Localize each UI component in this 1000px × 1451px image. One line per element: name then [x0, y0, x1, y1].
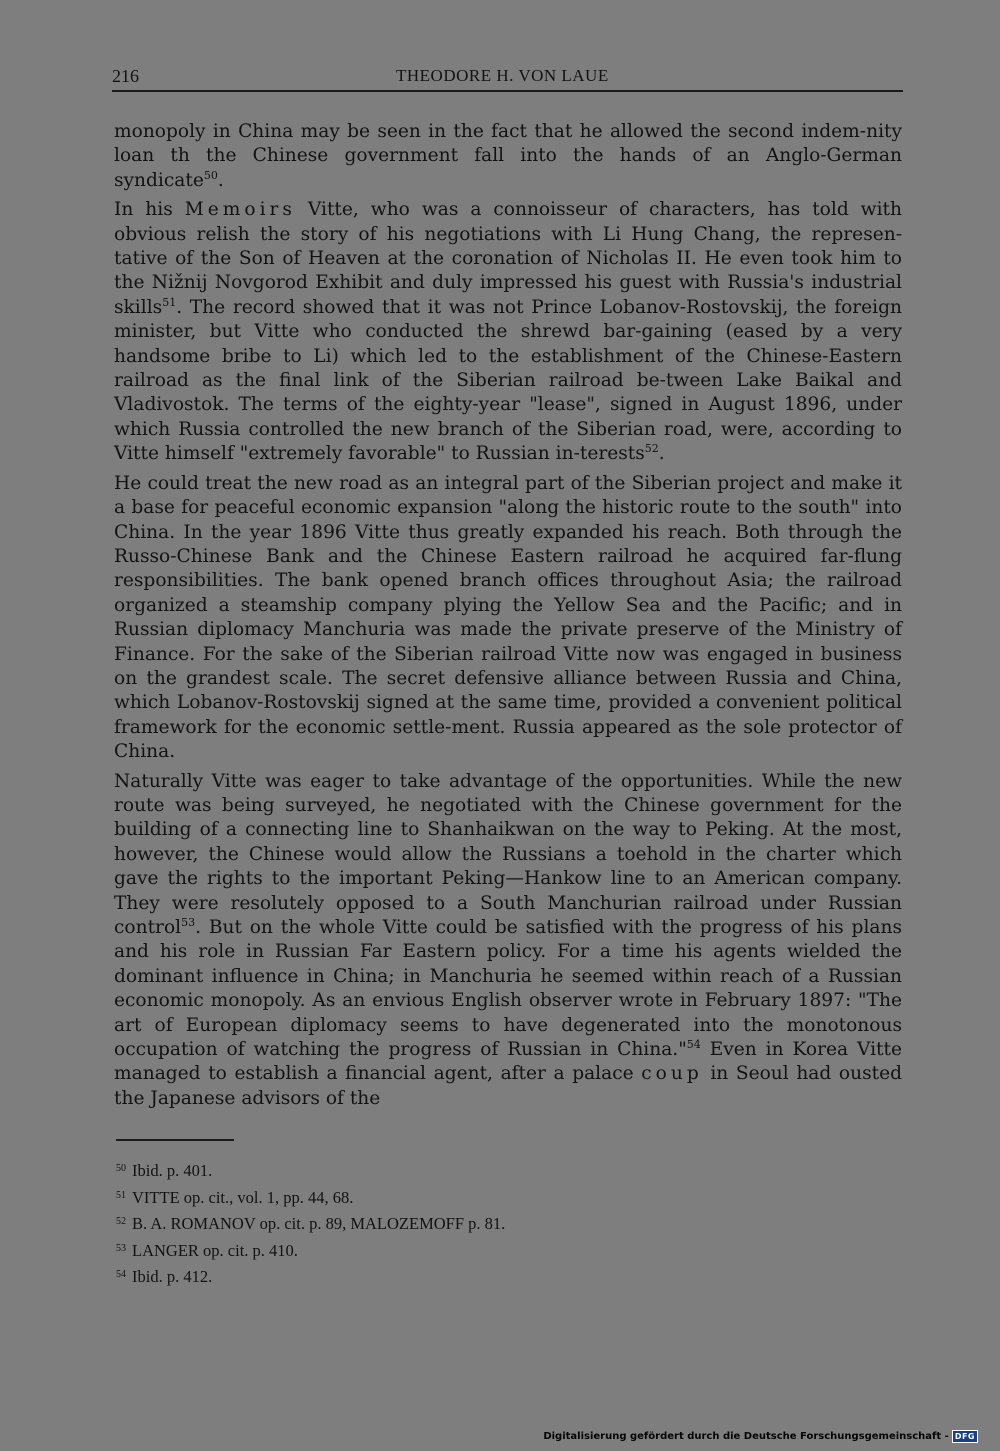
paragraph [114, 770, 902, 1112]
paragraph [114, 120, 902, 193]
running-title: THEODORE H. VON LAUE [396, 66, 609, 85]
text-run: In his [114, 199, 185, 221]
text-run: . [658, 443, 665, 465]
footnote [116, 1263, 816, 1290]
spaced-emphasis: Memoirs [184, 199, 296, 221]
text-run: in Seoul had ousted the Japanese advisors of the [114, 1063, 902, 1109]
page-header [112, 66, 903, 90]
text-run: Naturally Vitte was eager to take advantage of the opportunities. While the new route was being surveyed, he negotiated with the Chinese government for the building of a connecting line to Shanhaikwan on the way to Peking. At the most, however, the Chinese would allow the Russians a toehold in the charter which gave the rights to the important Peking—Hankow line to an American company. They were resolutely opposed to a South Manchurian railroad under Russian control [114, 770, 902, 938]
footnote [116, 1237, 816, 1264]
credit-text: Digitalisierung gefördert durch die Deutsche Forschungsgemeinschaft - [543, 1431, 949, 1442]
footnote-reference: 53 [181, 916, 196, 929]
footnote-reference: 51 [162, 295, 177, 309]
footnote-reference: 52 [644, 442, 659, 456]
footnote-text: B. A. ROMANOV op. cit. p. 89, MALOZEMOFF p. 81. [132, 1214, 506, 1233]
digitization-credit [543, 1430, 978, 1443]
footnote-rule [116, 1139, 234, 1141]
footnote-number: 51 [116, 1189, 126, 1201]
paragraph [114, 198, 902, 466]
footnote-text: Ibid. p. 401. [132, 1161, 213, 1180]
text-run: Vitte, who was a connoisseur of characters, has told with obvious relish the story of his negotiations with Li Hung Chang, the represen-tative of the Son of Heaven at the coronation of Nicholas II. He even took him to the Nižnij Novgorod Exhibit and duly impressed his guest with Russia's industrial skills [114, 199, 902, 318]
text-run: He could treat the new road as an integral part of the Siberian project and make it a base for peaceful economic expansion "along the historic route to the south" into China. In the year 1896 Vitte thus greatly expanded his reach. Both through the Russo-Chinese Bank and the Chinese Eastern railroad he acquired far-flung responsibilities. The bank opened branch offices throughout Asia; the railroad organized a steamship company plying the Yellow Sea and the Pacific; and in Russian diplomacy Manchuria was made the private preserve of the Ministry of Finance. For the sake of the Siberian railroad Vitte now was engaged in business on the grandest scale. The secret defensive alliance between Russia and China, which Lobanov-Rostovskij signed at the same time, provided a convenient political framework for the economic settle-ment. Russia appeared as the sole protector of China. [114, 472, 902, 763]
text-run: . But on the whole Vitte could be satisfied with the progress of his plans and his role in Russian Far Eastern policy. For a time his agents wielded the dominant influence in China; in Manchuria he seemed within reach of a Russian economic monopoly. As an envious English observer wrote in February 1897: "The art of European diplomacy seems to have degenerated into the monotonous occupation of watching the progress of Russian in China." [114, 917, 902, 1061]
footnote [116, 1184, 816, 1211]
footnote-text: VITTE op. cit., vol. 1, pp. 44, 68. [132, 1187, 354, 1207]
text-run: . [217, 169, 224, 191]
text-run: . The record showed that it was not Prince Lobanov-Rostovskij, the foreign minister, but Vitte who conducted the shrewd bar-gaining (eased by a very handsome bribe to Li) which led to the establishment of the Chinese-Eastern railroad as the final link of the Siberian railroad be-tween Lake Baikal and Vladivostok. The terms of the eighty-year "lease", signed in August 1896, under which Russia controlled the new branch of the Siberian road, were, according to Vitte himself "extremely favorable" to Russian in-terests [114, 296, 902, 465]
dfg-logo: DFG [952, 1430, 978, 1443]
footnote-reference: 54 [686, 1038, 701, 1052]
footnote-reference: 50 [203, 168, 218, 182]
footnote [116, 1210, 816, 1237]
footnote-number: 54 [116, 1269, 126, 1280]
footnote-number: 50 [116, 1163, 126, 1174]
footnote-text: LANGER op. cit. p. 410. [132, 1240, 298, 1260]
footnote-text: Ibid. p. 412. [132, 1267, 213, 1286]
footnote-number: 53 [116, 1242, 126, 1254]
spaced-emphasis: coup [641, 1063, 703, 1085]
footnote [116, 1157, 816, 1184]
main-text [114, 120, 902, 1111]
footnotes [116, 1157, 816, 1290]
paragraph [114, 472, 902, 765]
footnote-number: 52 [116, 1216, 126, 1227]
text-run: Even in Korea Vitte managed to establish a financial agent, after a palace [114, 1039, 902, 1085]
page-number: 216 [112, 66, 139, 86]
text-run: monopoly in China may be seen in the fact that he allowed the second indem-nity loan th the Chinese government fall into the hands of an Anglo-German syndicate [114, 121, 902, 191]
header-rule [112, 90, 903, 92]
